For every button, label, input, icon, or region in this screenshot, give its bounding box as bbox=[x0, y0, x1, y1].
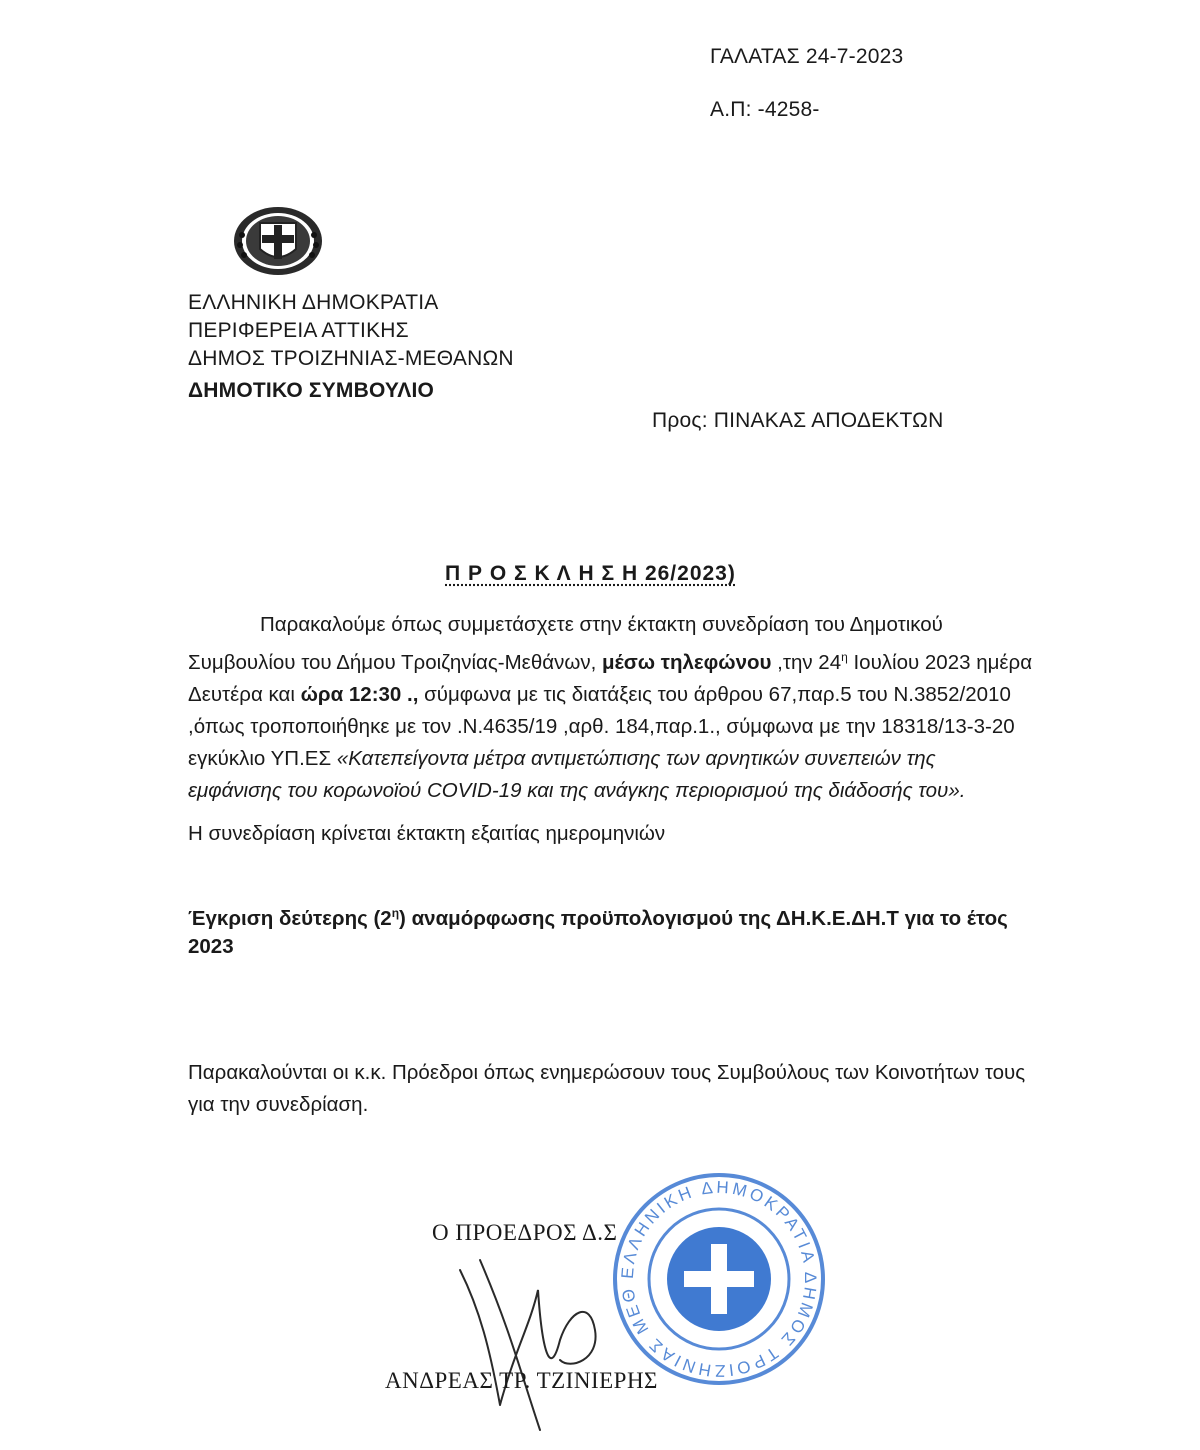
agenda-line-1 bbox=[188, 899, 1028, 933]
body-line-3 bbox=[188, 679, 1028, 711]
ordinal-suffix: η bbox=[841, 650, 848, 664]
handwritten-signature bbox=[420, 1230, 630, 1445]
signatory-name: ΑΝΔΡΕΑΣ ΤΡ. ΤΖΙΝΙΕΡΗΣ bbox=[385, 1368, 658, 1393]
body-line-4: ,όπως τροποποιήθηκε με τον .Ν.4635/19 ,αρθ. 184,παρ.1., σύμφωνα με την 18318/13-3-20 bbox=[188, 714, 1015, 738]
signatory-role: Ο ΠΡΟΕΔΡΟΣ Δ.Σ bbox=[432, 1220, 618, 1245]
issuer-municipality: ΔΗΜΟΣ ΤΡΟΙΖΗΝΙΑΣ-ΜΕΘΑΝΩΝ bbox=[188, 347, 514, 370]
urgency-note: Η συνεδρίαση κρίνεται έκτακτη εξαιτίας ημερομηνιών bbox=[188, 822, 666, 845]
body-line-2-date: ,την 24 bbox=[771, 650, 842, 674]
invitation-paragraph bbox=[188, 609, 1033, 807]
coat-of-arms-emblem bbox=[230, 205, 326, 277]
agenda-line-2: 2023 bbox=[188, 934, 234, 958]
circular-title-start: «Κατεπείγοντα μέτρα αντιμετώπισης των αρνητικών συνεπειών της bbox=[336, 746, 936, 770]
body-line-2-start: Συμβουλίου του Δήμου Τροιζηνίας-Μεθάνων, bbox=[188, 650, 597, 674]
closing-line-2: για την συνεδρίαση. bbox=[188, 1093, 369, 1116]
agenda-ordinal-suffix: η bbox=[391, 906, 400, 920]
protocol-number: Α.Π: -4258- bbox=[710, 98, 820, 121]
agenda-line-1-start: Έγκριση δεύτερης (2 bbox=[188, 906, 392, 930]
meeting-time: ώρα 12:30 ., bbox=[300, 682, 419, 706]
body-line-5-start: εγκύκλιο ΥΠ.ΕΣ bbox=[188, 746, 337, 770]
agenda-item bbox=[188, 899, 1028, 961]
issuer-state: ΕΛΛΗΝΙΚΗ ΔΗΜΟΚΡΑΤΙΑ bbox=[188, 291, 439, 314]
closing-line-1: Παρακαλούνται οι κ.κ. Πρόεδροι όπως ενημερώσουν τους Συμβούλους των Κοινοτήτων τους bbox=[188, 1061, 1026, 1084]
stamp-text: ΕΛΛΗΝΙΚΗ ΔΗΜΟΚΡΑΤΙΑ ΔΗΜΟΣ ΤΡΟΙΖΗΝΙΑΣ ΜΕΘ bbox=[617, 1177, 821, 1381]
meeting-mode: μέσω τηλεφώνου bbox=[596, 650, 772, 674]
document-date: ΓΑΛΑΤΑΣ 24-7-2023 bbox=[710, 45, 904, 68]
body-line-3-start: Δευτέρα και bbox=[188, 682, 301, 706]
agenda-line-1-end: ) αναμόρφωσης προϋπολογισμού της ΔΗ.Κ.Ε.ΔΗ.Τ για το έτος bbox=[399, 906, 1008, 930]
body-line-2 bbox=[188, 641, 1033, 679]
issuer-council: ΔΗΜΟΤΙΚΟ ΣΥΜΒΟΥΛΙΟ bbox=[188, 379, 435, 402]
document-title: Π Ρ Ο Σ Κ Λ Η Σ Η 26/2023) bbox=[445, 562, 736, 585]
issuer-region: ΠΕΡΙΦΕΡΕΙΑ ΑΤΤΙΚΗΣ bbox=[188, 319, 409, 342]
body-line-3-end: σύμφωνα με τις διατάξεις του άρθρου 67,παρ.5 του Ν.3852/2010 bbox=[418, 682, 1011, 706]
body-line-2-end: Ιουλίου 2023 ημέρα bbox=[847, 650, 1033, 674]
body-line-1: Παρακαλούμε όπως συμμετάσχετε στην έκτακτη συνεδρίαση του Δημοτικού bbox=[260, 613, 943, 636]
official-stamp bbox=[608, 1168, 830, 1390]
recipient-line: Προς: ΠΙΝΑΚΑΣ ΑΠΟΔΕΚΤΩΝ bbox=[652, 409, 944, 432]
circular-title-end: εμφάνισης του κορωνοϊού COVID-19 και της ανάγκης περιορισμού της διάδοσής του». bbox=[188, 778, 966, 802]
body-line-5 bbox=[188, 743, 1028, 775]
